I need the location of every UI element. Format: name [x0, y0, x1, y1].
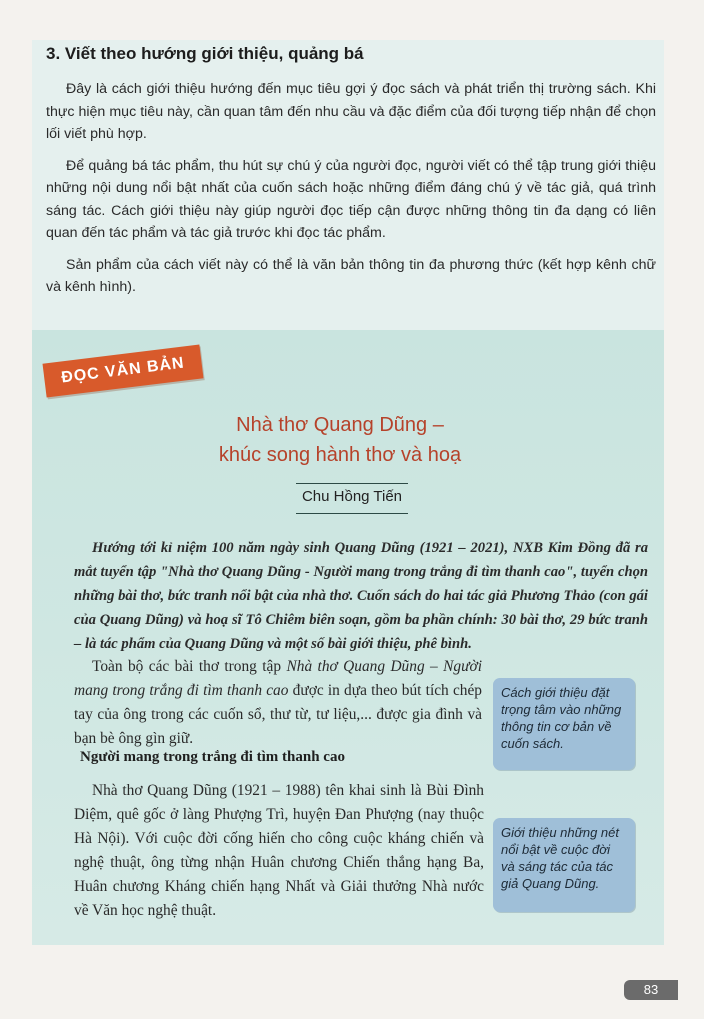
section-paragraph-3: Sản phẩm của cách viết này có thể là văn bản thông tin đa phương thức (kết hợp kênh chữ và kênh hình).: [46, 256, 656, 295]
book-title-italic: Nhà thơ Quang Dũng – Người mang trong trắng đi tìm thanh cao: [74, 658, 482, 699]
body-paragraph-2: Nhà thơ Quang Dũng (1921 – 1988) tên khai sinh là Bùi Đình Diệm, quê gốc ở làng Phượng Trì, huyện Đan Phượng (nay thuộc Hà Nội). Với cuộc đời cống hiến cho công cuộc kháng chiến và nghệ thuật, ông từng nhận Huân chương Chiến thắng hạng Ba, Huân chương Kháng chiến hạng Nhất và Giải thưởng Nhà nước về Văn học nghệ thuật.: [74, 782, 484, 919]
section-paragraph-1: Đây là cách giới thiệu hướng đến mục tiêu gợi ý đọc sách và phát triển thị trường sách. Khi thực hiện mục tiêu này, cần quan tâm đến nhu cầu và đặc điểm của đối tượng tiếp nhận để chọn lối viết phù hợp.: [46, 81, 656, 142]
side-note-2: Giới thiệu những nét nổi bật về cuộc đời và sáng tác của tác giả Quang Dũng.: [493, 818, 635, 912]
body-paragraph-1-end: được in dựa theo bút tích chép tay của ông trong các cuốn sổ, thư từ, tư liệu,... được gia đình và bạn bè ông gìn giữ.: [74, 682, 482, 747]
section-body: [46, 78, 656, 308]
work-title-line-2: khúc song hành thơ và hoạ: [218, 444, 462, 466]
work-title-line-1: Nhà thơ Quang Dũng –: [236, 414, 444, 436]
author-rule-bottom: [296, 513, 408, 514]
ribbon-label: ĐỌC VĂN BẢN: [60, 354, 186, 387]
section-heading: 3. Viết theo hướng giới thiệu, quảng bá: [46, 44, 364, 63]
body-paragraph-1: [74, 655, 482, 751]
side-note-1: Cách giới thiệu đặt trọng tâm vào những thông tin cơ bản về cuốn sách.: [493, 678, 635, 770]
body-paragraph-1-start: Toàn bộ các bài thơ trong tập: [92, 658, 287, 675]
page-number: 83: [624, 980, 678, 1000]
section-paragraph-2: Để quảng bá tác phẩm, thu hút sự chú ý của người đọc, người viết có thể tập trung giới thiệu những nội dung nổi bật nhất của cuốn sách hoặc những điểm đáng chú ý về tác giả, quá trình sáng tác. Cách giới thiệu này giúp người đọc tiếp cận được những thông tin đa dạng có liên quan đến tác phẩm và tác giả trước khi đọc tác phẩm.: [46, 157, 656, 241]
author-name: Chu Hồng Tiến: [301, 488, 403, 505]
subheading: Người mang trong trắng đi tìm thanh cao: [80, 749, 345, 765]
intro-paragraph: Hướng tới kỉ niệm 100 năm ngày sinh Quang Dũng (1921 – 2021), NXB Kim Đồng đã ra mắt tuyển tập "Nhà thơ Quang Dũng - Người mang trong trắng đi tìm thanh cao", tuyển chọn những bài thơ, bức tranh nổi bật của nhà thơ. Cuốn sách do hai tác giả Phương Thảo (con gái của Quang Dũng) và hoạ sĩ Tô Chiêm biên soạn, gồm ba phần chính: 30 bài thơ, 29 bức tranh – là tác phẩm của Quang Dũng và một số bài giới thiệu, phê bình.: [74, 540, 648, 652]
author-rule-top: [296, 483, 408, 484]
work-title: [160, 410, 520, 470]
